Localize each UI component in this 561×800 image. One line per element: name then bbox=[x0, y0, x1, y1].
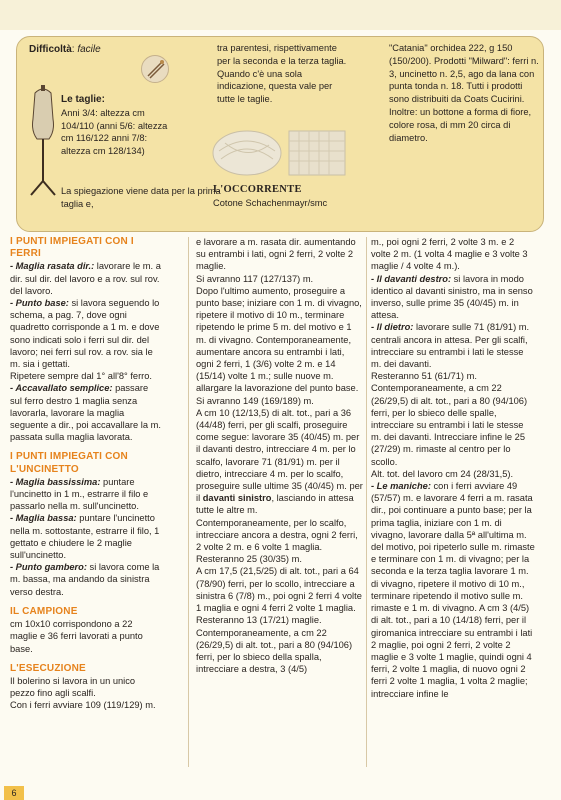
column-2 bbox=[196, 236, 364, 675]
sizes-text: Anni 3/4: altezza cm 104/110 (anni 5/6: altezza cm 116/122 anni 7/8: altezza cm 128/134) bbox=[61, 107, 168, 157]
mannequin-icon bbox=[25, 79, 61, 199]
top-strip bbox=[0, 0, 561, 30]
paragraph: Ripetere sempre dal 1° all'8° ferro. bbox=[10, 371, 153, 382]
paragraph: - Il dietro: lavorare sulle 71 (81/91) m. centrali ancora in attesa. Per gli scalfi, intrecciare su entrambi i lati le stesse m. dei davanti. bbox=[371, 322, 530, 370]
materials-detail: "Catania" orchidea 222, g 150 (150/200). Prodotti "Milward": ferri n. 3, uncinetto n. 2,5, ago da lana con punta tonda n. 18. Tutti i prodotti sono distribuiti da Coats Cucirini. Inoltre: un bottone a forma di fiore, colore rosa, di mm 20 circa di diametro. bbox=[389, 43, 539, 143]
materials-text: Cotone Schachenmayr/smc bbox=[213, 197, 328, 208]
paragraph: - Maglia bassa: puntare l'uncinetto nella m. sottostante, estrarre il filo, 1 gettato e chiudere le 2 maglie sull'uncinetto. bbox=[10, 513, 160, 561]
paragraph: - Le maniche: con i ferri avviare 49 (57/57) m. e lavorare 4 ferri a m. rasata dir., poi continuare a punto base; per la prima taglia, iniziare con 1 m. di vivagno, lavorare dalla 5ª all'ultima m. del motivo, poi ripeterlo sulle m. rimaste e terminare con 1 m. di vivagno; per la seconda e la terza taglia lavorare 1 m. di vivagno, ripetere il motivo di 10 m., terminare ripetendo il motivo sulle m. rimaste e 1 m. di vivagno. A cm 3 (4/5) di alt. tot., pari a 10 (14/18) ferri, per il giromanica intrecciare su entrambi i lati 2 maglie, poi ogni 2 ferri, 2 volte 2 maglie e 3 volte 1 maglie, quindi ogni 4 ferri, 2 volte 1 maglia, di nuovo ogni 2 ferri 2 volte 1 maglia, 1 volta 2 maglie; intrecciare infine le bbox=[371, 481, 535, 699]
paragraph: Resteranno 51 (61/71) m. bbox=[371, 371, 477, 382]
heading-gauge: IL CAMPIONE bbox=[10, 605, 78, 617]
paragraph: A cm 17,5 (21,5/25) di alt. tot., pari a 64 (78/90) ferri, per lo scollo, intrecciare a sinistra 6 (7/8) m., poi ogni 2 ferri 4 volte 1 maglia e ogni 4 ferri 2 volte 1 maglia. bbox=[196, 566, 362, 614]
heading-crochet-stitches: I PUNTI IMPIEGATI CON L'UNCINETTO bbox=[10, 451, 128, 475]
paragraph: - Maglia rasata dir.: lavorare le m. a dir. sul dir. del lavoro e a rov. sul rov. del lavoro. bbox=[10, 261, 161, 296]
paragraph: Con i ferri avviare 109 (119/129) m. bbox=[10, 700, 156, 711]
paragraph: Contemporaneamente, a cm 22 (26/29,5) di alt. tot., pari a 80 (94/106) ferri, per lo sbieco della spalla, intrecciare a destra, 3 (4/5) bbox=[196, 627, 353, 675]
materials-block bbox=[213, 183, 383, 210]
info-box bbox=[16, 36, 544, 232]
paragraph: Contemporaneamente, per lo scalfo, intrecciare ancora a destra, ogni 2 ferri, 2 volte 2 m. e 6 volte 1 maglia. bbox=[196, 517, 358, 553]
heading-knit-stitches: I PUNTI IMPIEGATI CON I FERRI bbox=[10, 236, 134, 260]
paragraph: - Accavallato semplice: passare sul ferro destro 1 maglia senza lavorarla, lavorare la maglia seguente a dir., poi accavallare la m. passata sulla maglia lavorata. bbox=[10, 383, 161, 443]
sizes-tail: La spiegazione viene data per la prima taglia e, bbox=[61, 186, 221, 209]
paragraph: A cm 10 (12/13,5) di alt. tot., pari a 36 (44/48) ferri, per gli scalfi, proseguire come segue: lavorare 35 (40/45) m. per il davanti destro, intrecciare 4 m. per lo scalfo, lavorare 71 (81/91) m. per il dietro, intrecciare 4 m. per lo scalfo, proseguire sulle ultime 35 (40/45) m. per il davanti sinistro, lasciando in attesa tutte le altre m. bbox=[196, 407, 363, 516]
column-3 bbox=[371, 236, 535, 700]
paragraph: Si avranno 149 (169/189) m. bbox=[196, 395, 314, 406]
paragraph: Alt. tot. del lavoro cm 24 (28/31,5). bbox=[371, 468, 514, 479]
paragraph: Dopo l'ultimo aumento, proseguire a punto base; iniziare con 1 m. di vivagno, ripetere il motivo di 10 m., terminare ripetendo le prime 5 m. del motivo e 1 m. di vivagno. Contemporaneamente, aumentare ancora su entrambi i lati, ogni 2 ferri, 1 (3/6) volte 2 m. e 14 (15/14) volte 1 m.; sulle nuove m. allargare la lavorazione del punto base. bbox=[196, 285, 362, 394]
paragraph: Si avranno 117 (127/137) m. bbox=[196, 273, 314, 284]
sizes-block bbox=[61, 93, 179, 158]
paragraph: Il bolerino si lavora in un unico pezzo fino agli scalfi. bbox=[10, 675, 136, 699]
paragraph: - Punto gambero: si lavora come la m. bassa, ma andando da sinistra verso destra. bbox=[10, 562, 160, 597]
heading-execution: L'ESECUZIONE bbox=[10, 662, 86, 674]
paragraph: Resteranno 25 (30/35) m. bbox=[196, 554, 302, 565]
paragraph: e lavorare a m. rasata dir. aumentando su entrambi i lati, ogni 2 ferri, 2 volte 2 maglie. bbox=[196, 237, 356, 272]
paragraph: m., poi ogni 2 ferri, 2 volte 3 m. e 2 volte 2 m. (1 volta 4 maglie e 3 volte 3 maglie / 4 volte 4 m.). bbox=[371, 237, 528, 272]
page-number: 6 bbox=[4, 786, 24, 800]
difficulty-line: Difficoltà: facile bbox=[29, 44, 101, 55]
paragraph: Resteranno 13 (17/21) maglie. bbox=[196, 615, 322, 626]
materials-title: L'OCCORRENTE bbox=[213, 184, 302, 195]
paragraph: cm 10x10 corrispondono a 22 maglie e 36 ferri lavorati a punto base. bbox=[10, 619, 143, 654]
sizes-explanation: tra parentesi, rispettivamente per la seconda e la terza taglia. Quando c'è una sola indicazione, questa vale per tutte le taglie. bbox=[217, 43, 347, 105]
paragraph: - Il davanti destro: si lavora in modo identico al davanti sinistro, ma in senso inverso, sulle prime 35 (40/45) m. in attesa. bbox=[371, 273, 533, 321]
paragraph: Contemporaneamente, a cm 22 (26/29,5) di alt. tot., pari a 80 (94/106) ferri, per lo sbieco delle spalle, intrecciare su entrambi i lati le stesse m. dei davanti. Intrecciare infine le 25 (27/29) m. rimaste al centro per lo scollo. bbox=[371, 383, 528, 467]
yarn-image bbox=[209, 121, 349, 181]
sizes-title: Le taglie: bbox=[61, 94, 105, 105]
column-divider bbox=[366, 237, 367, 767]
column-1 bbox=[10, 236, 162, 712]
column-divider bbox=[188, 237, 189, 767]
paragraph: - Punto base: si lavora seguendo lo schema, a pag. 7, dove ogni quadretto corrisponde a 1 m. e dove sono indicati solo i ferri sul dir. del lavoro; nei ferri sul rov. a rov. sia le m. sia i gettati. bbox=[10, 298, 160, 370]
paragraph: - Maglia bassissima: puntare l'uncinetto in 1 m., estrarre il filo e passarlo nella m. sull'uncinetto. bbox=[10, 476, 149, 512]
needles-icon bbox=[141, 55, 169, 83]
